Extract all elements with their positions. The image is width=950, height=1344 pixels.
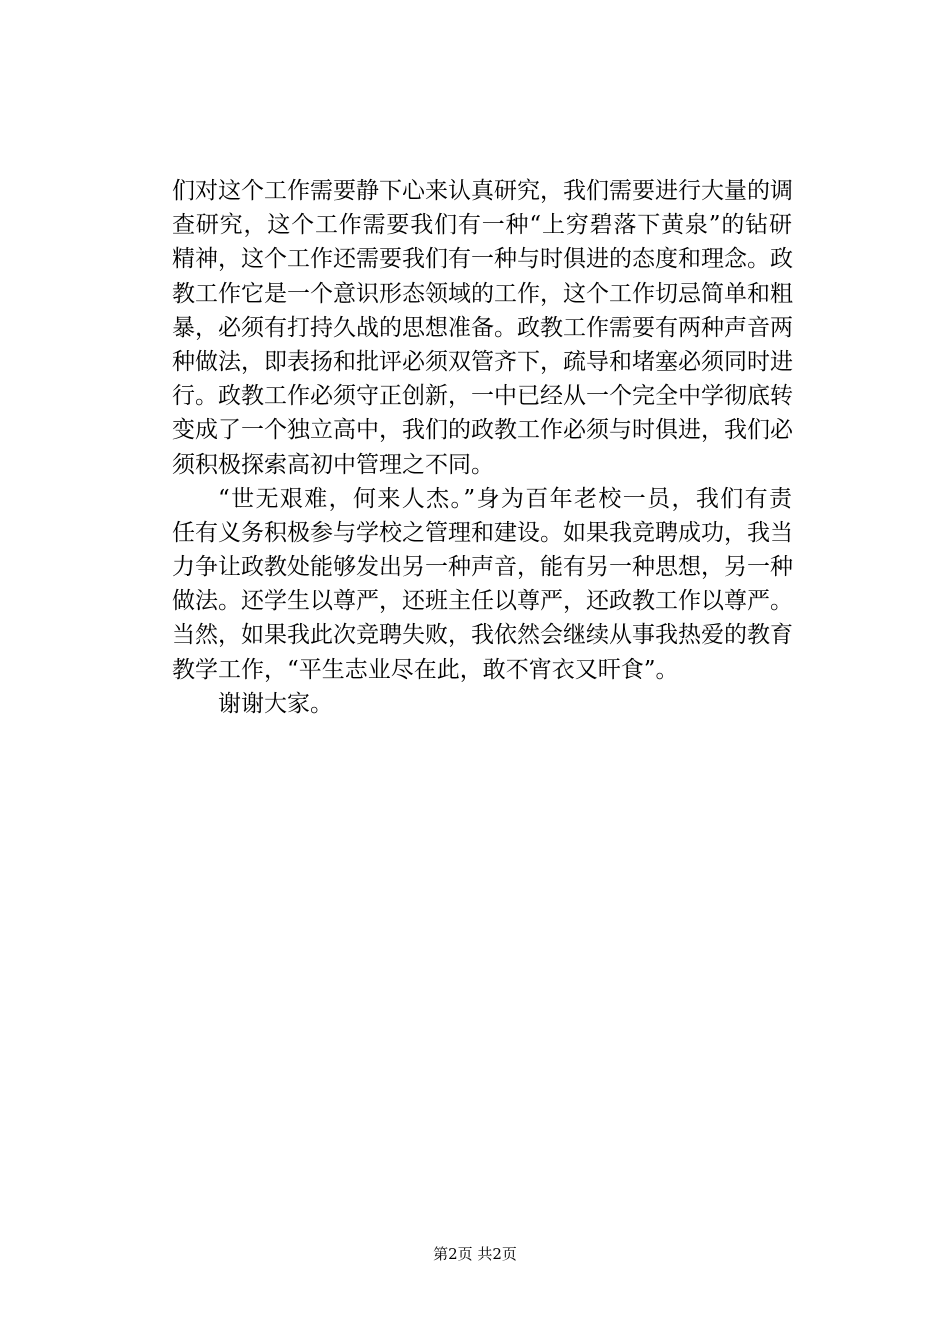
paragraph-1 [172, 174, 792, 482]
text-line: 须积极探索高初中管理之不同。 [172, 451, 494, 478]
text-line: 做法。还学生以尊严，还班主任以尊严，还政教工作以尊严。 [172, 588, 793, 615]
paragraph-2 [172, 482, 792, 687]
body-text [172, 174, 792, 721]
text-line: 们对这个工作需要静下心来认真研究，我们需要进行大量的调 [172, 178, 793, 204]
text-line: 教工作它是一个意识形态领域的工作，这个工作切忌简单和粗 [172, 280, 793, 307]
text-line: 精神，这个工作还需要我们有一种与时俱进的态度和理念。政 [172, 246, 793, 273]
text-line: “世无艰难，何来人杰。”身为百年老校一员，我们有责 [218, 485, 792, 512]
text-line: 变成了一个独立高中，我们的政教工作必须与时俱进，我们必 [172, 417, 793, 444]
paragraph-3 [172, 687, 792, 721]
text-line: 力争让政教处能够发出另一种声音，能有另一种思想，另一种 [172, 554, 793, 581]
text-line: 任有义务积极参与学校之管理和建设。如果我竞聘成功，我当 [172, 519, 793, 546]
text-line: 查研究，这个工作需要我们有一种“上穷碧落下黄泉”的钻研 [172, 212, 792, 239]
text-line: 当然，如果我此次竞聘失败，我依然会继续从事我热爱的教育 [172, 622, 793, 649]
text-line: 教学工作，“平生志业尽在此，敢不宵衣又旰食”。 [172, 656, 679, 683]
text-line: 行。政教工作必须守正创新，一中已经从一个完全中学彻底转 [172, 383, 793, 410]
text-line: 暴，必须有打持久战的思想准备。政教工作需要有两种声音两 [172, 314, 793, 341]
page-number-footer: 第2页 共2页 [433, 1245, 517, 1263]
text-line: 谢谢大家。 [218, 690, 333, 717]
text-line: 种做法，即表扬和批评必须双管齐下，疏导和堵塞必须同时进 [172, 348, 793, 375]
